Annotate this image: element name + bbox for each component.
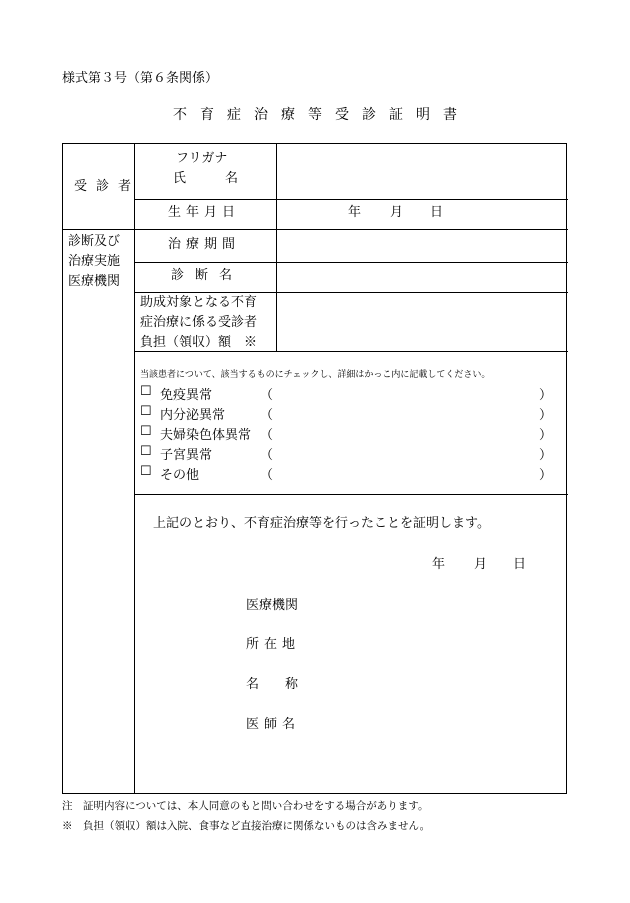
birthdate-year-unit: 年 [348, 205, 362, 220]
open-paren: （ [260, 468, 274, 483]
checklist-item-label: 内分泌異常 [160, 408, 226, 423]
name-label: 氏 名 [173, 171, 239, 186]
certification-day-unit: 日 [513, 557, 527, 572]
certification-month-unit: 月 [474, 557, 488, 572]
diagnosis-label: 診断名 [171, 268, 244, 283]
cost-label-line2: 症治療に係る受診者 [140, 315, 258, 330]
checklist-item-endocrine[interactable] [140, 404, 552, 424]
doctor-label: 医師名 [246, 717, 301, 732]
checklist-item-chromosome[interactable] [140, 424, 552, 444]
checklist-item-immune[interactable] [140, 384, 552, 404]
checklist-item-label: 夫婦染色体異常 [160, 428, 252, 443]
certification-year-unit: 年 [432, 557, 446, 572]
close-paren: ） [538, 468, 552, 483]
institution-label: 医療機関 [246, 598, 299, 613]
open-paren: （ [260, 428, 274, 443]
address-label: 所在地 [246, 637, 301, 652]
checklist-instruction: 当該患者について、該当するものにチェックし、詳細はかっこ内に記載してください。 [140, 370, 491, 380]
checklist-item-other[interactable] [140, 464, 552, 484]
checkbox-icon[interactable]: ☐ [140, 404, 152, 419]
cost-field[interactable] [277, 292, 566, 350]
form-number: 様式第３号（第６条関係） [62, 71, 219, 86]
checklist-item-label: その他 [160, 468, 200, 483]
cost-label-line1: 助成対象となる不育 [140, 295, 258, 310]
checklist-item-uterine[interactable] [140, 444, 552, 464]
institution-section-label-line2: 治療実施 [68, 254, 121, 269]
name-label-cert: 名 称 [246, 677, 299, 692]
close-paren: ） [538, 388, 552, 403]
footnote-1: 注 証明内容については、本人同意のもと問い合わせをする場合があります。 [62, 800, 429, 812]
open-paren: （ [260, 448, 274, 463]
close-paren: ） [538, 428, 552, 443]
name-field[interactable] [277, 144, 566, 198]
rule-checklist-bottom [135, 494, 568, 495]
birthdate-month-unit: 月 [390, 205, 404, 220]
checklist-item-label: 子宮異常 [160, 448, 213, 463]
treatment-period-label: 治療期間 [168, 237, 241, 252]
footnote-2: ※ 負担（領収）額は入院、食事など直接治療に関係ないものは含みません。 [62, 820, 431, 832]
birthdate-day-unit: 日 [430, 205, 444, 220]
rule-label-column [134, 144, 135, 794]
open-paren: （ [260, 388, 274, 403]
document-title: 不育症治療等受診証明書 [173, 107, 470, 123]
open-paren: （ [260, 408, 274, 423]
birthdate-label: 生年月日 [168, 205, 241, 220]
close-paren: ） [538, 448, 552, 463]
furigana-label: フリガナ [176, 151, 228, 166]
cost-label-line3: 負担（領収）額 ※ [140, 335, 258, 350]
treatment-period-field[interactable] [277, 229, 566, 261]
patient-section-label: 受診者 [74, 179, 141, 194]
birthdate-field[interactable] [277, 199, 566, 228]
certification-statement: 上記のとおり、不育症治療等を行ったことを証明します。 [153, 516, 490, 531]
institution-section-label-line3: 医療機関 [68, 274, 121, 289]
checkbox-icon[interactable]: ☐ [140, 384, 152, 399]
checkbox-icon[interactable]: ☐ [140, 424, 152, 439]
checkbox-icon[interactable]: ☐ [140, 464, 152, 479]
close-paren: ） [538, 408, 552, 423]
diagnosis-field[interactable] [277, 262, 566, 291]
checkbox-icon[interactable]: ☐ [140, 444, 152, 459]
checklist-item-label: 免疫異常 [160, 388, 213, 403]
institution-section-label-line1: 診断及び [68, 234, 121, 249]
